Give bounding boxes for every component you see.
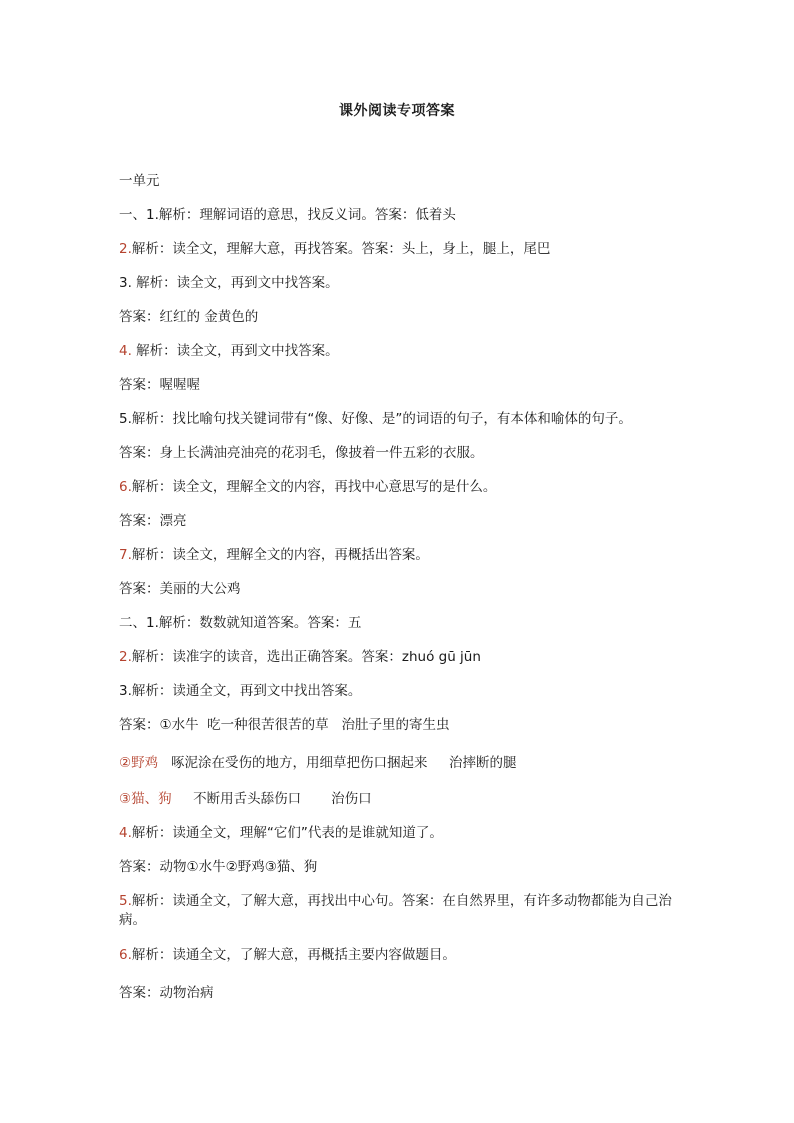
answer-line: 答案：身上长满油亮油亮的花羽毛，像披着一件五彩的衣服。 [119,445,484,461]
answer-line: 6.解析：读全文，理解全文的内容，再找中心意思写的是什么。 [119,479,497,495]
answer-line: 7.解析：读全文，理解全文的内容，再概括出答案。 [119,547,429,563]
answer-line: 4.解析：读通全文，理解“它们”代表的是谁就知道了。 [119,825,443,841]
answer-line: 5.解析：找比喻句找关键词带有“像、好像、是”的词语的句子，有本体和喻体的句子。 [119,411,632,427]
answer-line: 3.解析：读通全文，再到文中找出答案。 [119,683,362,699]
answer-line: ②野鸡 啄泥涂在受伤的地方，用细草把伤口捆起来 治摔断的腿 [119,755,517,771]
answer-line: 4. 解析：读全文，再到文中找答案。 [119,343,339,359]
answer-line: 5.解析：读通全文，了解大意，再找出中心句。答案：在自然界里，有许多动物都能为自己治病。 [119,893,672,928]
answer-line: 答案：动物①水牛②野鸡③猫、狗 [119,859,318,875]
answer-line: 2.解析：读全文，理解大意，再找答案。答案：头上，身上，腿上，尾巴 [119,241,551,257]
answer-line: 2.解析：读准字的读音，选出正确答案。答案：zhuó gū jūn [119,649,481,665]
answer-line: 答案：动物治病 [119,985,214,1001]
document-title: 课外阅读专项答案 [339,103,455,119]
answer-line: 答案：喔喔喔 [119,377,200,393]
answer-line: 6.解析：读通全文，了解大意，再概括主要内容做题目。 [119,947,456,963]
answer-line: ③猫、狗 不断用舌头舔伤口 治伤口 [119,791,372,807]
section-heading: 二、1.解析：数数就知道答案。答案：五 [119,615,362,631]
answer-line: 答案：漂亮 [119,513,187,529]
answer-line: 一、1.解析：理解词语的意思，找反义词。答案：低着头 [119,207,456,223]
answer-line: 3. 解析：读全文，再到文中找答案。 [119,275,339,291]
answer-line: 答案：红红的 金黄色的 [119,309,259,325]
answer-line: 答案：美丽的大公鸡 [119,581,241,597]
answer-line: 答案：①水牛 吃一种很苦很苦的草 治肚子里的寄生虫 [119,717,450,733]
section-heading: 一单元 [119,173,160,189]
